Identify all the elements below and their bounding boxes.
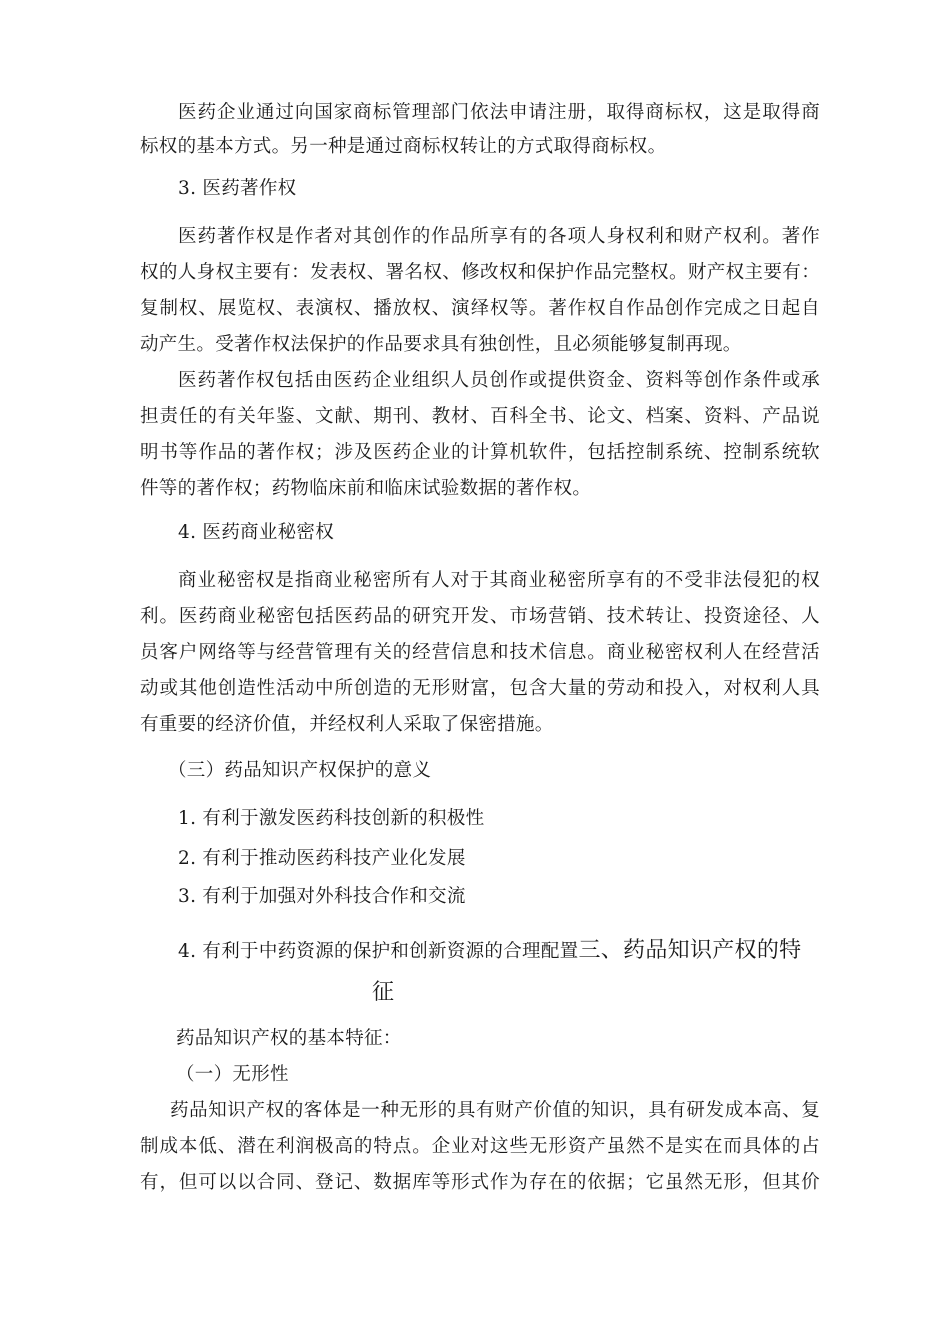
- paragraph-line: 医药著作权是作者对其创作的作品所享有的各项人身权利和财产权利。著作: [178, 226, 820, 247]
- paragraph-line: 权的人身权主要有：发表权、署名权、修改权和保护作品完整权。财产权主要有：: [140, 262, 820, 283]
- section-heading: （一）无形性: [176, 1064, 289, 1085]
- paragraph-line: 药品知识产权的客体是一种无形的具有财产价值的知识，具有研发成本高、复: [170, 1100, 820, 1121]
- paragraph-line: 复制权、展览权、表演权、播放权、演绎权等。著作权自作品创作完成之日起自: [140, 298, 820, 319]
- paragraph-line: 利。医药商业秘密包括医药品的研究开发、市场营销、技术转让、投资途径、人: [140, 606, 820, 627]
- list-item-text: 4. 有利于中药资源的保护和创新资源的合理配置: [178, 941, 579, 962]
- paragraph-line: 员客户网络等与经营管理有关的经营信息和技术信息。商业秘密权利人在经营活: [140, 642, 820, 663]
- paragraph-line: 商业秘密权是指商业秘密所有人对于其商业秘密所享有的不受非法侵犯的权: [178, 570, 820, 591]
- paragraph-line: 药品知识产权的基本特征：: [176, 1028, 402, 1049]
- list-item: 1. 有利于激发医药科技创新的积极性: [178, 808, 485, 829]
- chapter-heading: 三、药品知识产权的特: [578, 938, 802, 963]
- paragraph-line: 医药著作权包括由医药企业组织人员创作或提供资金、资料等创作条件或承: [178, 370, 820, 391]
- list-item: 3. 有利于加强对外科技合作和交流: [178, 886, 466, 907]
- paragraph-line: 动产生。受著作权法保护的作品要求具有独创性，且必须能够复制再现。: [140, 334, 742, 355]
- paragraph-line: 标权的基本方式。另一种是通过商标权转让的方式取得商标权。: [140, 136, 667, 157]
- paragraph-line: 有重要的经济价值，并经权利人采取了保密措施。: [140, 714, 554, 735]
- chapter-heading-continued: 征: [372, 980, 395, 1005]
- paragraph-line: 件等的著作权；药物临床前和临床试验数据的著作权。: [140, 478, 592, 499]
- paragraph-line: 担责任的有关年鉴、文献、期刊、教材、百科全书、论文、档案、资料、产品说: [140, 406, 820, 427]
- section-heading: （三）药品知识产权保护的意义: [168, 760, 432, 781]
- paragraph-line: 制成本低、潜在利润极高的特点。企业对这些无形资产虽然不是实在而具体的占: [140, 1136, 820, 1157]
- paragraph-line: 明书等作品的著作权；涉及医药企业的计算机软件，包括控制系统、控制系统软: [140, 442, 820, 463]
- paragraph-line: 有，但可以以合同、登记、数据库等形式作为存在的依据；它虽然无形，但其价: [140, 1172, 820, 1193]
- section-heading: 4. 医药商业秘密权: [178, 522, 335, 543]
- section-heading: 3. 医药著作权: [178, 178, 297, 199]
- paragraph-line: 医药企业通过向国家商标管理部门依法申请注册，取得商标权，这是取得商: [178, 102, 820, 123]
- list-item: 2. 有利于推动医药科技产业化发展: [178, 848, 466, 869]
- paragraph-line: 动或其他创造性活动中所创造的无形财富，包含大量的劳动和投入，对权利人具: [140, 678, 820, 699]
- list-item: [178, 938, 801, 965]
